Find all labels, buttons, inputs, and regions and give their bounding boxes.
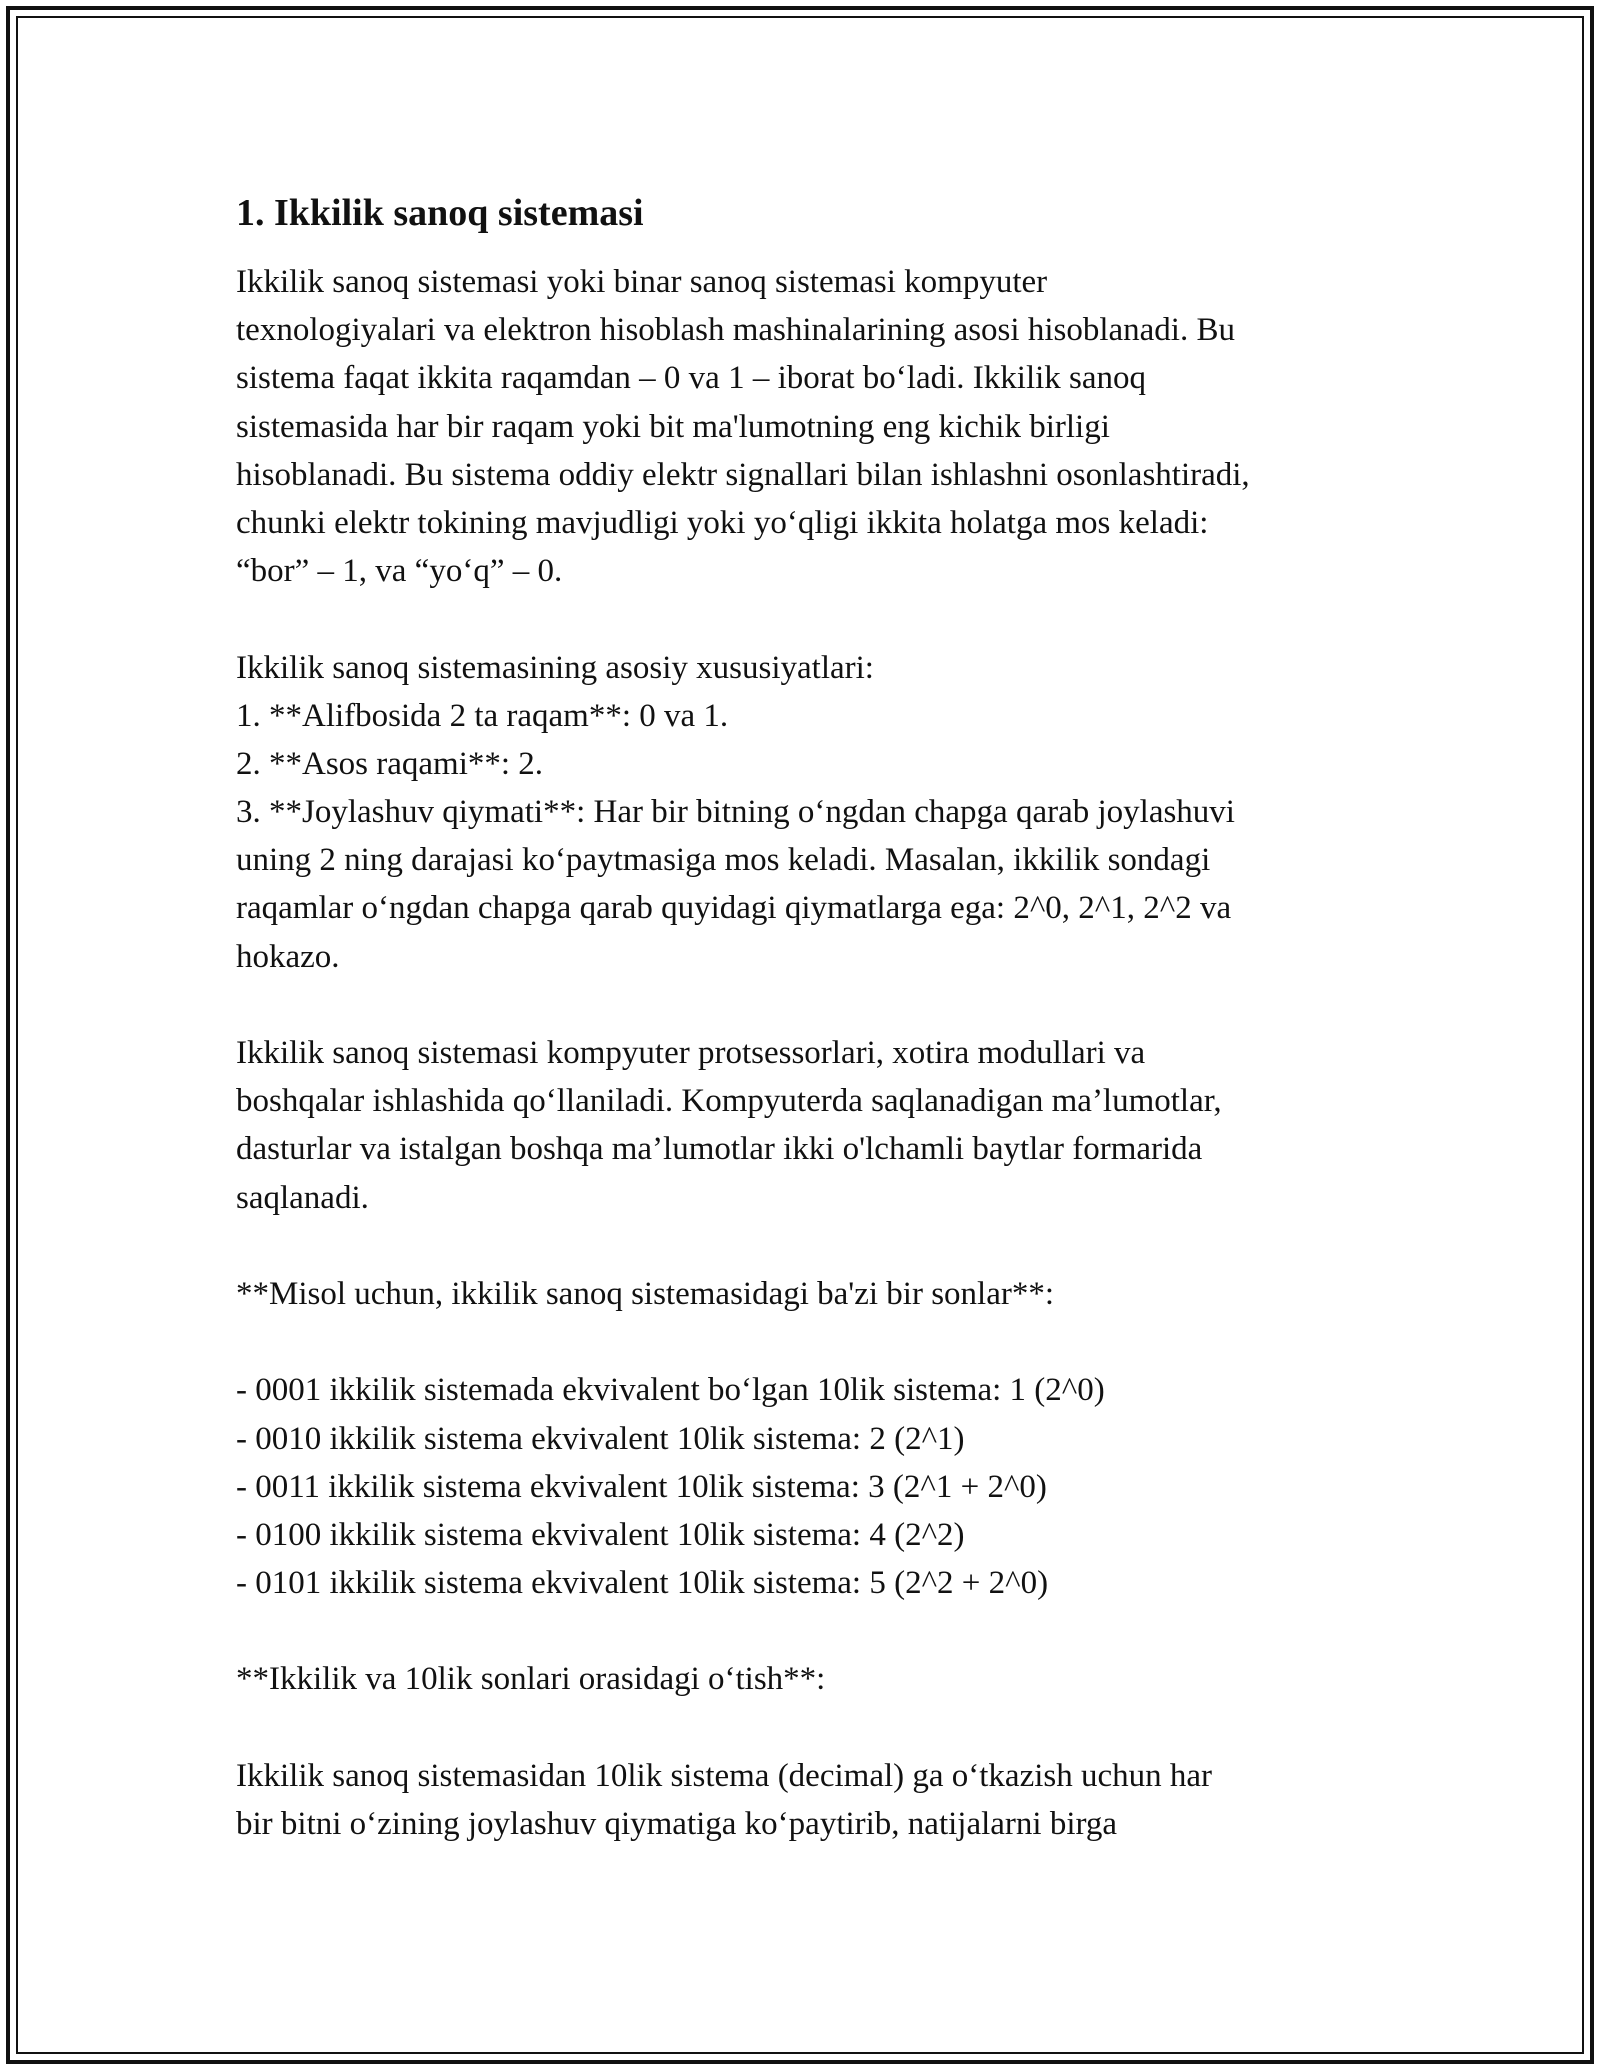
text-line: hokazo. bbox=[236, 938, 340, 975]
text-line: hisoblanadi. Bu sistema oddiy elektr signallari bilan ishlashni osonlashtiradi, bbox=[236, 456, 1250, 493]
paragraph-gap bbox=[236, 1222, 1376, 1270]
text-line: **Ikkilik va 10lik sonlari orasidagi o‘tish**: bbox=[236, 1661, 826, 1698]
paragraph bbox=[236, 1655, 1376, 1703]
text-line: - 0001 ikkilik sistemada ekvivalent bo‘lgan 10lik sistema: 1 (2^0) bbox=[236, 1372, 1105, 1409]
text-line: raqamlar o‘ngdan chapga qarab quyidagi qiymatlarga ega: 2^0, 2^1, 2^2 va bbox=[236, 890, 1232, 927]
text-line: 3. **Joylashuv qiymati**: Har bir bitning o‘ngdan chapga qarab joylashuvi bbox=[236, 794, 1235, 831]
document-body bbox=[236, 190, 1376, 1848]
text-line: Ikkilik sanoq sistemasining asosiy xususiyatlari: bbox=[236, 649, 874, 686]
paragraph bbox=[236, 1029, 1376, 1222]
text-line: 2. **Asos raqami**: 2. bbox=[236, 745, 544, 782]
text-line: chunki elektr tokining mavjudligi yoki yo‘qligi ikkita holatga mos keladi: bbox=[236, 504, 1209, 541]
paragraph bbox=[236, 1752, 1376, 1848]
text-line: dasturlar va istalgan boshqa ma’lumotlar ikki o'lchamli baytlar formarida bbox=[236, 1131, 1203, 1168]
text-line: texnologiyalari va elektron hisoblash mashinalarining asosi hisoblanadi. Bu bbox=[236, 312, 1235, 349]
text-line: - 0100 ikkilik sistema ekvivalent 10lik sistema: 4 (2^2) bbox=[236, 1516, 965, 1553]
paragraph-gap bbox=[236, 981, 1376, 1029]
paragraph-gap bbox=[236, 1704, 1376, 1752]
text-line: - 0010 ikkilik sistema ekvivalent 10lik sistema: 2 (2^1) bbox=[236, 1420, 965, 1457]
text-line: - 0101 ikkilik sistema ekvivalent 10lik sistema: 5 (2^2 + 2^0) bbox=[236, 1565, 1049, 1602]
text-line: bir bitni o‘zining joylashuv qiymatiga ko‘paytirib, natijalarni birga bbox=[236, 1806, 1118, 1842]
text-line: Ikkilik sanoq sistemasi kompyuter protsessorlari, xotira modullari va bbox=[236, 1035, 1146, 1071]
paragraph-gap bbox=[236, 1318, 1376, 1366]
section-heading: 1. Ikkilik sanoq sistemasi bbox=[236, 192, 644, 234]
paragraph bbox=[236, 1270, 1376, 1318]
text-line: **Misol uchun, ikkilik sanoq sistemasidagi ba'zi bir sonlar**: bbox=[236, 1275, 1055, 1312]
paragraph-gap bbox=[236, 595, 1376, 643]
text-line: saqlanadi. bbox=[236, 1179, 369, 1216]
text-line: 1. **Alifbosida 2 ta raqam**: 0 va 1. bbox=[236, 697, 729, 734]
text-line: Ikkilik sanoq sistemasidan 10lik sistema (decimal) ga o‘tkazish uchun har bbox=[236, 1757, 1213, 1794]
text-line: sistemasida har bir raqam yoki bit ma'lumotning eng kichik birligi bbox=[236, 408, 1110, 445]
text-line: boshqalar ishlashida qo‘llaniladi. Kompyuterda saqlanadigan ma’lumotlar, bbox=[236, 1083, 1222, 1120]
paragraph bbox=[236, 644, 1376, 981]
text-line: sistema faqat ikkita raqamdan – 0 va 1 – iborat bo‘ladi. Ikkilik sanoq bbox=[236, 360, 1147, 397]
paragraph-gap bbox=[236, 1607, 1376, 1655]
document-text bbox=[236, 258, 1376, 1848]
text-line: - 0011 ikkilik sistema ekvivalent 10lik sistema: 3 (2^1 + 2^0) bbox=[236, 1468, 1047, 1505]
text-line: “bor” – 1, va “yo‘q” – 0. bbox=[236, 553, 563, 590]
text-line: uning 2 ning darajasi ko‘paytmasiga mos keladi. Masalan, ikkilik sondagi bbox=[236, 842, 1211, 879]
paragraph bbox=[236, 1366, 1376, 1607]
text-line: Ikkilik sanoq sistemasi yoki binar sanoq sistemasi kompyuter bbox=[236, 264, 1048, 300]
paragraph bbox=[236, 258, 1376, 595]
